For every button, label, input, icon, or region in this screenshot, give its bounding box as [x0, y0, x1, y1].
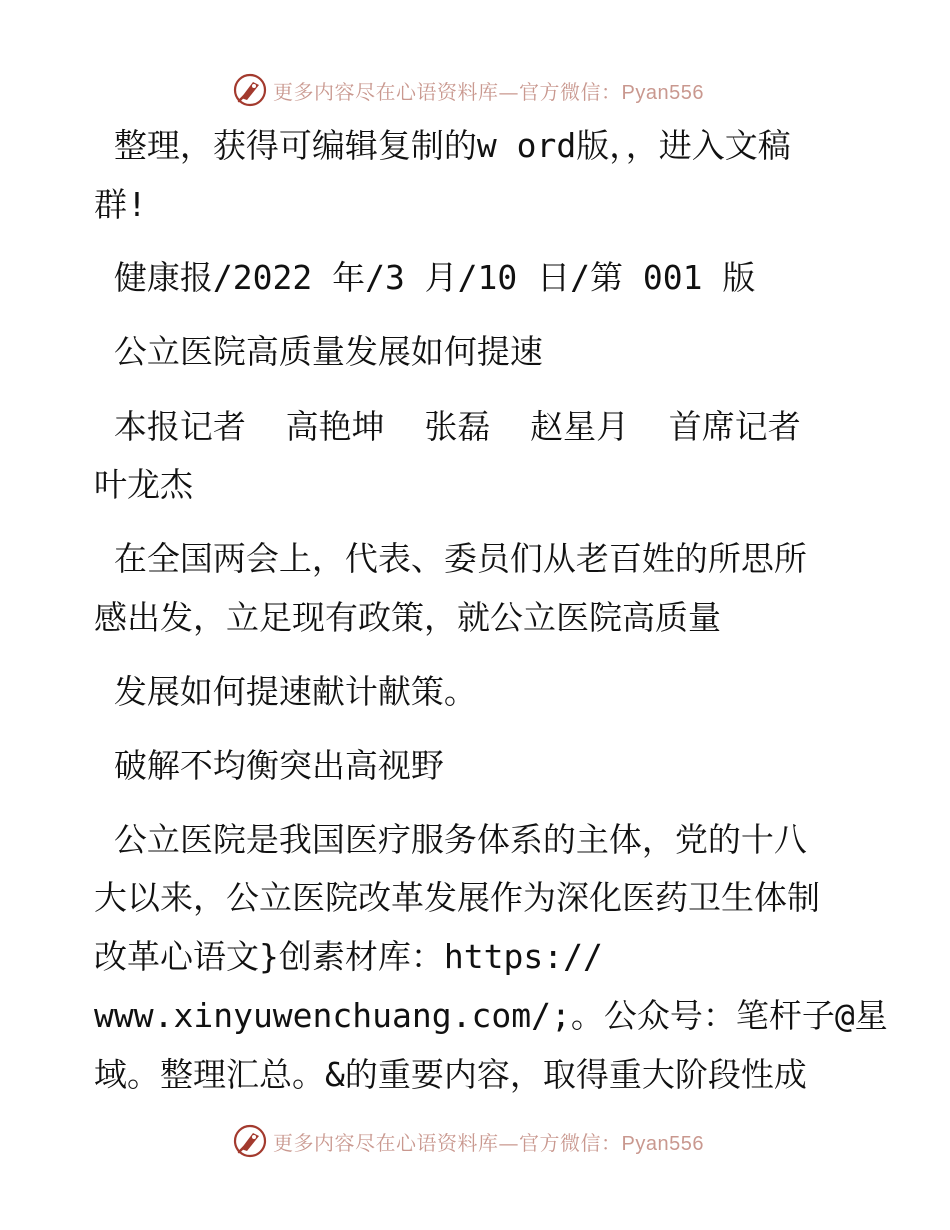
- banner-wechat-id: Pyan556: [621, 81, 704, 104]
- pen-nib-logo-icon: [233, 1124, 267, 1158]
- body-line: 健康报/2022 年/3 月/10 日/第 001 版: [94, 258, 756, 297]
- byline: 本报记者 高艳坤 张磊 赵星月 首席记者: [94, 407, 801, 446]
- body-line: 群!: [94, 185, 147, 224]
- body-line: 大以来，公立医院改革发展作为深化医药卫生体制: [94, 878, 820, 917]
- article-title: 公立医院高质量发展如何提速: [94, 332, 543, 371]
- body-line: 整理，获得可编辑复制的w ord版，，进入文稿: [94, 126, 791, 165]
- header-watermark-banner: [233, 70, 704, 110]
- banner-wechat-id: Pyan556: [621, 1132, 704, 1155]
- footer-watermark-banner: [233, 1121, 704, 1161]
- body-line: 域。整理汇总。&的重要内容，取得重大阶段性成: [94, 1055, 807, 1094]
- section-heading: 破解不均衡突出高视野: [94, 746, 444, 785]
- banner-text: [273, 76, 704, 105]
- byline-continued: 叶龙杰: [94, 465, 193, 504]
- body-line: 改革心语文}创素材库：https://: [94, 937, 603, 976]
- banner-text-cn: 更多内容尽在心语资料库—官方微信：: [273, 79, 622, 104]
- body-line: www.xinyuwenchuang.com/;。公众号：笔杆子@星: [94, 996, 888, 1035]
- banner-text: [273, 1127, 704, 1156]
- body-line: 在全国两会上，代表、委员们从老百姓的所思所: [94, 539, 807, 578]
- body-line: 感出发，立足现有政策，就公立医院高质量: [94, 598, 721, 637]
- body-line: 公立医院是我国医疗服务体系的主体，党的十八: [94, 820, 807, 859]
- pen-nib-logo-icon: [233, 73, 267, 107]
- body-line: 发展如何提速献计献策。: [94, 672, 477, 711]
- banner-text-cn: 更多内容尽在心语资料库—官方微信：: [273, 1130, 622, 1155]
